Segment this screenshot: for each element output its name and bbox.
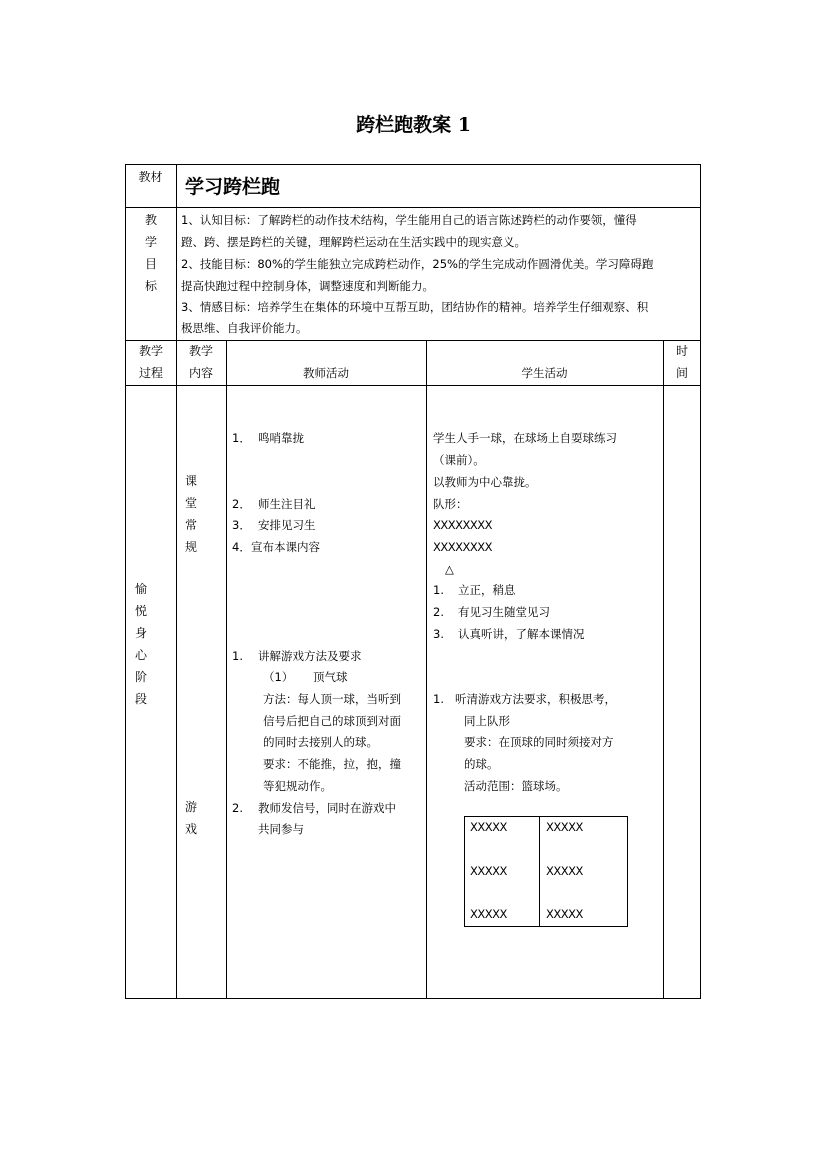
header-student: 学生活动 [521, 366, 568, 380]
teacher-position-triangle: △ [445, 562, 454, 576]
material-label: 教材 [138, 170, 163, 184]
stage-label: 愉 悦 身 心 阶 段 [134, 582, 147, 706]
header-time: 时 间 [675, 344, 688, 380]
header-content: 教学 内容 [188, 344, 213, 380]
formation-row: XXXXXXXX [433, 540, 493, 554]
content-routine: 课 堂 常 规 [184, 474, 197, 554]
page-title: 跨栏跑教案 1 [356, 114, 471, 136]
header-teacher: 教师活动 [303, 366, 349, 380]
content-game: 游 戏 [184, 800, 197, 836]
header-process: 教学 过程 [138, 344, 163, 380]
goals-label: 教 学 目 标 [144, 213, 157, 293]
formation-row: XXXXXXXX [433, 518, 493, 532]
material-value: 学习跨栏跑 [185, 176, 281, 198]
